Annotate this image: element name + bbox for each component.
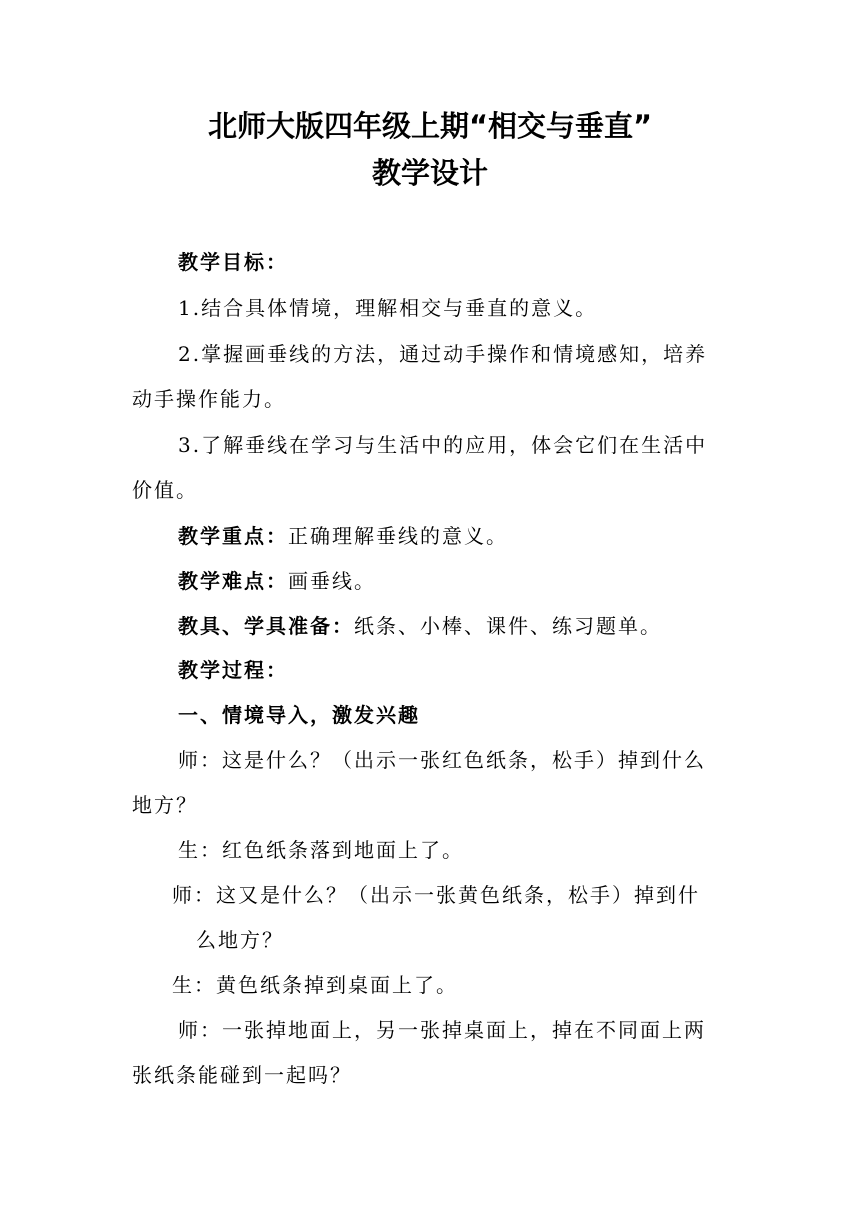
dialogue-1-line-1: 师：这是什么？（出示一张红色纸条，松手）掉到什么 bbox=[178, 748, 706, 772]
dialogue-1-line-2: 地方？ bbox=[132, 793, 198, 817]
key-point: 教学重点：正确理解垂线的意义。 bbox=[178, 524, 508, 548]
process-heading: 教学过程： bbox=[178, 658, 288, 682]
dialogue-4: 生：黄色纸条掉到桌面上了。 bbox=[172, 973, 458, 997]
document-title-line-1: 北师大版四年级上期“相交与垂直” bbox=[207, 109, 653, 143]
objective-3-line-1: 3.了解垂线在学习与生活中的应用，体会它们在生活中 bbox=[178, 433, 708, 457]
dialogue-3-line-1: 师：这又是什么？（出示一张黄色纸条，松手）掉到什 bbox=[172, 883, 700, 907]
dialogue-3-line-2: 么地方？ bbox=[196, 928, 284, 952]
objective-3-line-2: 价值。 bbox=[132, 478, 198, 502]
objectives-heading: 教学目标： bbox=[178, 250, 288, 274]
objective-2-line-1: 2.掌握画垂线的方法，通过动手操作和情境感知，培养 bbox=[178, 342, 708, 366]
difficulty: 教学难点：画垂线。 bbox=[178, 569, 376, 593]
dialogue-5-line-2: 张纸条能碰到一起吗？ bbox=[132, 1063, 352, 1087]
objective-1: 1.结合具体情境，理解相交与垂直的意义。 bbox=[178, 296, 598, 320]
dialogue-5-line-1: 师：一张掉地面上，另一张掉桌面上，掉在不同面上两 bbox=[178, 1018, 706, 1042]
materials: 教具、学具准备：纸条、小棒、课件、练习题单。 bbox=[178, 614, 662, 638]
section-1-heading: 一、情境导入，激发兴趣 bbox=[178, 703, 420, 727]
document-title-line-2: 教学设计 bbox=[371, 156, 488, 190]
objective-2-line-2: 动手操作能力。 bbox=[132, 387, 286, 411]
dialogue-2: 生：红色纸条落到地面上了。 bbox=[178, 838, 464, 862]
